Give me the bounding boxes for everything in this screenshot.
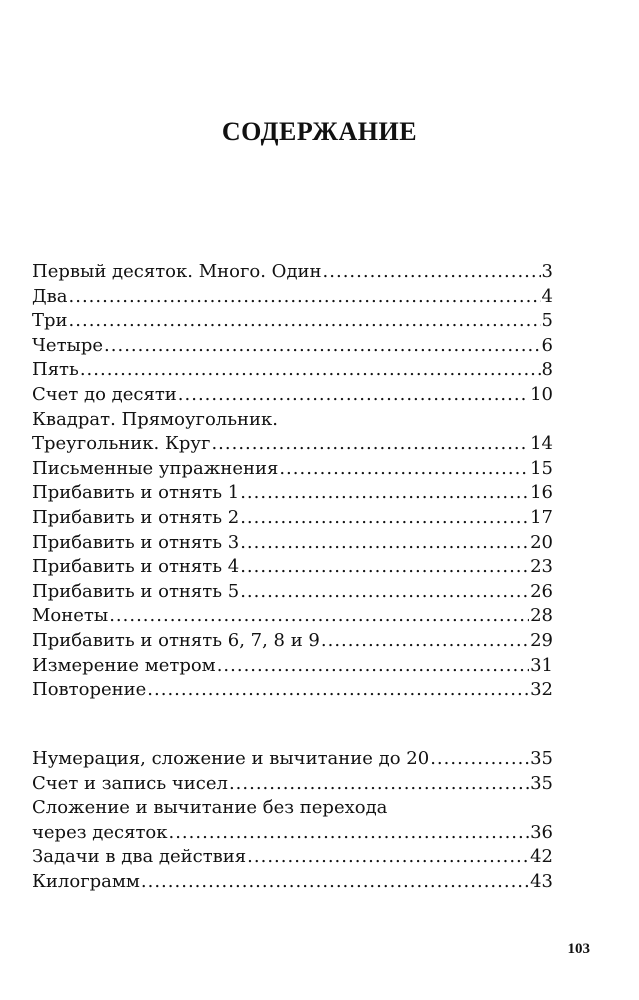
toc-entry-page: 35 <box>530 748 553 769</box>
toc-entry <box>32 845 553 870</box>
toc-dot-leader <box>217 654 529 679</box>
toc-entry <box>32 870 553 895</box>
toc-entry <box>32 772 553 797</box>
toc-dot-leader <box>211 432 529 457</box>
toc-entry-page: 43 <box>530 870 553 892</box>
toc-entry-line <box>32 506 553 531</box>
toc-entry-title: Письменные упражнения <box>32 457 279 479</box>
toc-entry <box>32 654 553 679</box>
toc-entry <box>32 334 553 359</box>
toc-entry-page: 29 <box>530 629 553 651</box>
toc-entry-line <box>32 309 553 334</box>
page-title: СОДЕРЖАНИЕ <box>221 117 418 147</box>
toc-entry-line <box>32 260 553 285</box>
toc-dot-leader <box>247 845 529 870</box>
toc-entry-line <box>32 604 553 629</box>
toc-entry-line <box>32 334 553 359</box>
toc-entry-page: 31 <box>530 654 553 676</box>
toc-entry <box>32 408 553 457</box>
page-number: 103 <box>567 941 590 957</box>
toc-dot-leader <box>240 481 529 506</box>
toc-entry-page: 16 <box>530 482 553 504</box>
toc-entry-title: Счет до десяти <box>32 383 177 405</box>
toc-entry <box>32 260 553 285</box>
toc-entry-line <box>32 821 553 846</box>
toc-entry-line <box>32 383 553 408</box>
toc-entry-page: 23 <box>530 556 553 578</box>
toc-entry-line <box>32 285 553 310</box>
toc-entry-line <box>32 457 553 482</box>
toc-entry-line <box>32 358 553 383</box>
toc-entry-title: Два <box>32 285 68 307</box>
toc-entry-page: 35 <box>530 772 553 794</box>
toc-entry-line <box>32 772 553 797</box>
toc-entry-title: Измерение метром <box>32 654 216 676</box>
toc-section-first <box>32 260 553 703</box>
toc-dot-leader <box>141 870 529 895</box>
toc-dot-leader <box>147 678 529 703</box>
toc-entry-page: 15 <box>530 457 553 479</box>
toc-entry-title: Прибавить и отнять 6, 7, 8 и 9 <box>32 629 320 651</box>
toc-dot-leader <box>240 506 529 531</box>
toc-dot-leader <box>323 260 541 285</box>
toc-entry-page: 8 <box>541 359 553 381</box>
toc-entry <box>32 678 553 703</box>
toc-entry-title: Прибавить и отнять 4 <box>32 556 240 578</box>
toc-entry-page: 6 <box>541 334 553 356</box>
toc-entry-title: Три <box>32 310 68 332</box>
toc-dot-leader <box>80 358 541 383</box>
toc-entry <box>32 383 553 408</box>
toc-entry-title: Прибавить и отнять 3 <box>32 531 240 553</box>
toc-entry <box>32 285 553 310</box>
toc-entry <box>32 747 553 772</box>
toc-entry <box>32 796 553 845</box>
toc-entry-page: 26 <box>530 580 553 602</box>
toc-dot-leader <box>240 531 529 556</box>
toc-dot-leader <box>240 580 529 605</box>
toc-entry-line <box>32 531 553 556</box>
toc-entry-title: Прибавить и отнять 1 <box>32 482 240 504</box>
toc-entry <box>32 531 553 556</box>
toc-entry-title: Килограмм <box>32 870 140 892</box>
toc-dot-leader <box>178 383 529 408</box>
toc-entry <box>32 580 553 605</box>
toc-entry <box>32 506 553 531</box>
toc-entry-title: Четыре <box>32 334 104 356</box>
toc-entry-line <box>32 555 553 580</box>
toc-entry-page: 32 <box>530 679 553 701</box>
toc-entry-line <box>32 845 553 870</box>
toc-entry <box>32 309 553 334</box>
toc-entry-title: Первый десяток. Много. Один <box>32 261 322 282</box>
toc-entry <box>32 481 553 506</box>
toc-entry-page: 10 <box>530 383 553 405</box>
toc-entry-page: 20 <box>530 531 553 553</box>
toc-entry-title: Задачи в два действия <box>32 846 247 868</box>
toc-entry <box>32 555 553 580</box>
toc-entry-title: Счет и запись чисел <box>32 772 228 794</box>
toc-entry-title: Прибавить и отнять 5 <box>32 580 240 602</box>
toc-dot-leader <box>69 309 541 334</box>
toc-entry-line <box>32 580 553 605</box>
toc-entry-page: 3 <box>541 261 553 282</box>
toc-entry-title: Треугольник. Круг <box>32 433 211 455</box>
toc-entry-line <box>32 629 553 654</box>
toc-dot-leader <box>279 457 529 482</box>
toc-entry-line <box>32 870 553 895</box>
toc-entry-line <box>32 481 553 506</box>
toc-dot-leader <box>240 555 529 580</box>
toc-dot-leader <box>229 772 529 797</box>
toc-entry-title: Пять <box>32 359 79 381</box>
toc-entry-title: через десяток <box>32 821 168 843</box>
toc-entry-page: 36 <box>530 821 553 843</box>
toc-entry-page: 5 <box>541 310 553 332</box>
toc-entry-title: Повторение <box>32 679 147 701</box>
toc-entry <box>32 457 553 482</box>
toc-entry-line <box>32 747 553 772</box>
toc-entry-line <box>32 678 553 703</box>
toc-entry-page: 42 <box>530 846 553 868</box>
toc-entry-page: 14 <box>530 433 553 455</box>
toc-entry-line <box>32 654 553 679</box>
toc-entry-line <box>32 432 553 457</box>
toc-entry-title: Нумерация, сложение и вычитание до 20 <box>32 748 430 769</box>
toc-dot-leader <box>321 629 529 654</box>
toc-dot-leader <box>69 285 541 310</box>
toc-entry-page: 4 <box>541 285 553 307</box>
toc-dot-leader <box>168 821 529 846</box>
toc-entry <box>32 629 553 654</box>
toc-entry-page: 28 <box>530 605 553 627</box>
toc-entry <box>32 604 553 629</box>
toc-dot-leader <box>104 334 541 359</box>
toc-dot-leader <box>109 604 529 629</box>
toc-entry <box>32 358 553 383</box>
toc-entry-lead: Квадрат. Прямоугольник. <box>32 408 279 430</box>
toc-entry-title: Прибавить и отнять 2 <box>32 506 240 528</box>
toc-section-second <box>32 747 553 895</box>
toc-dot-leader <box>430 747 529 772</box>
toc-entry-page: 17 <box>530 506 553 528</box>
toc-entry-title: Монеты <box>32 605 109 627</box>
toc-entry-lead: Сложение и вычитание без перехода <box>32 797 388 819</box>
